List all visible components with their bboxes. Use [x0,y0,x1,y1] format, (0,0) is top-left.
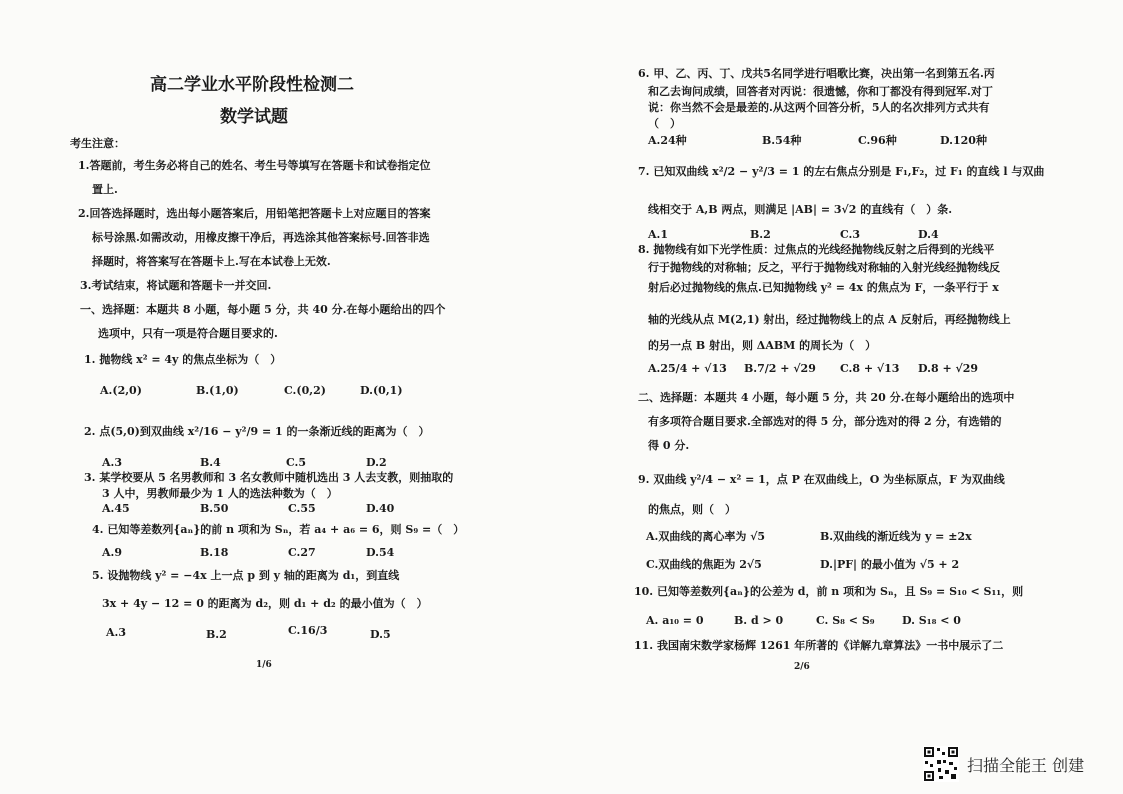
exam-subtitle: 数学试题 [220,107,288,127]
q6-option-d: D.120种 [940,134,987,147]
q7-option-d: D.4 [918,228,939,241]
q9-option-a: A.双曲线的离心率为 √5 [646,530,766,543]
section-2-heading: 二、选择题：本题共 4 小题，每小题 5 分，共 20 分.在每小题给出的选项中 [638,391,1015,404]
q7-option-a: A.1 [648,228,669,241]
q3-option-c: C.55 [288,502,316,515]
question-7-line: 线相交于 A,B 两点，则满足 |AB| = 3√2 的直线有（ ）条. [648,203,953,216]
q4-option-c: C.27 [288,546,316,559]
q3-option-b: B.50 [200,502,229,515]
section-2-heading: 得 0 分. [648,439,690,452]
section-1-heading: 选项中，只有一项是符合题目要求的. [98,327,278,340]
notice-line: 标号涂黑.如需改动，用橡皮擦干净后，再选涂其他答案标号.回答非选 [92,231,430,244]
q2-option-d: D.2 [366,456,387,469]
notice-line: 3.考试结束，将试题和答题卡一并交回. [80,279,272,292]
section-1-heading: 一、选择题：本题共 8 小题，每小题 5 分，共 40 分.在每小题给出的四个 [80,303,446,316]
q2-option-a: A.3 [102,456,123,469]
q8-option-c: C.8 + √13 [840,362,900,375]
question-9-line: 9. 双曲线 y²/4 − x² = 1，点 P 在双曲线上，O 为坐标原点，F 为双曲线 [638,473,1005,486]
question-4: 4. 已知等差数列{aₙ}的前 n 项和为 Sₙ，若 a₄ + a₆ = 6，则 S₉ =（ ） [92,523,465,536]
q8-option-b: B.7/2 + √29 [744,362,816,375]
q1-option-a: A.(2,0) [100,384,142,397]
q4-option-a: A.9 [102,546,123,559]
q1-option-d: D.(0,1) [360,384,403,397]
notice-heading: 考生注意： [70,137,125,150]
q6-option-a: A.24种 [648,134,687,147]
q3-option-a: A.45 [102,502,130,515]
scanner-watermark: 扫描全能王 创建 [967,756,1085,775]
q10-option-d: D. S₁₈ < 0 [902,614,961,627]
q5-option-a: A.3 [106,626,127,639]
q6-option-c: C.96种 [858,134,897,147]
question-8-line: 8. 抛物线有如下光学性质：过焦点的光线经抛物线反射之后得到的光线平 [638,243,995,256]
page-number: 1/6 [256,660,272,670]
q2-option-c: C.5 [286,456,307,469]
q7-option-c: C.3 [840,228,861,241]
question-9-line: 的焦点，则（ ） [648,503,736,516]
q4-option-b: B.18 [200,546,229,559]
q1-option-c: C.(0,2) [284,384,326,397]
notice-line: 置上. [92,183,118,196]
question-3-line: 3. 某学校要从 5 名男教师和 3 名女教师中随机选出 3 人去支教，则抽取的 [84,471,454,484]
question-8-line: 轴的光线从点 M(2,1) 射出，经过抛物线上的点 A 反射后，再经抛物线上 [648,313,1011,326]
question-8-line: 的另一点 B 射出，则 ΔABM 的周长为（ ） [648,339,877,352]
section-2-heading: 有多项符合题目要求.全部选对的得 5 分，部分选对的得 2 分，有选错的 [648,415,1002,428]
q1-option-b: B.(1,0) [196,384,239,397]
question-6-line: 和乙去询问成绩，回答者对丙说：很遗憾，你和丁都没有得到冠军.对丁 [648,85,993,98]
question-3-line: 3 人中，男教师最少为 1 人的选法种数为（ ） [102,487,338,500]
q9-option-d: D.|PF| 的最小值为 √5 + 2 [820,558,960,571]
q4-option-d: D.54 [366,546,395,559]
q10-option-c: C. S₈ < S₉ [816,614,875,627]
question-6-line: 6. 甲、乙、丙、丁、戊共5名同学进行唱歌比赛，决出第一名到第五名.丙 [638,67,995,80]
q3-option-d: D.40 [366,502,395,515]
question-7-line: 7. 已知双曲线 x²/2 − y²/3 = 1 的左右焦点分别是 F₁,F₂，过 F₁ 的直线 l 与双曲 [638,165,1045,178]
notice-line: 择题时，将答案写在答题卡上.写在本试卷上无效. [92,255,331,268]
q6-option-b: B.54种 [762,134,802,147]
notice-line: 2.回答选择题时，选出每小题答案后，用铅笔把答题卡上对应题目的答案 [78,207,431,220]
question-2: 2. 点(5,0)到双曲线 x²/16 − y²/9 = 1 的一条渐近线的距离为（ ） [84,425,430,438]
question-5-line: 5. 设抛物线 y² = −4x 上一点 p 到 y 轴的距离为 d₁，到直线 [92,569,400,582]
q7-option-b: B.2 [750,228,771,241]
page-number: 2/6 [794,662,810,672]
page-1 [70,0,470,794]
q5-option-c: C.16/3 [288,624,328,637]
q9-option-b: B.双曲线的渐近线为 y = ±2x [820,530,972,543]
question-8-line: 行于抛物线的对称轴；反之，平行于抛物线对称轴的入射光线经抛物线反 [648,261,1000,274]
question-11: 11. 我国南宋数学家杨辉 1261 年所著的《详解九章算法》一书中展示了二 [634,639,1004,652]
qr-code-icon [923,746,959,782]
question-6-line: （ ） [648,117,681,130]
question-5-line: 3x + 4y − 12 = 0 的距离为 d₂，则 d₁ + d₂ 的最小值为（ ） [102,597,428,610]
notice-line: 1.答题前，考生务必将自己的姓名、考生号等填写在答题卡和试卷指定位 [78,159,431,172]
question-6-line: 说：你当然不会是最差的.从这两个回答分析，5人的名次排列方式共有 [648,101,990,114]
exam-title: 高二学业水平阶段性检测二 [150,75,354,95]
q9-option-c: C.双曲线的焦距为 2√5 [646,558,762,571]
q10-option-b: B. d > 0 [734,614,784,627]
q8-option-d: D.8 + √29 [918,362,979,375]
q10-option-a: A. a₁₀ = 0 [646,614,704,627]
q5-option-d: D.5 [370,628,391,641]
q5-option-b: B.2 [206,628,227,641]
q8-option-a: A.25/4 + √13 [648,362,727,375]
question-8-line: 射后必过抛物线的焦点.已知抛物线 y² = 4x 的焦点为 F，一条平行于 x [648,281,999,294]
q2-option-b: B.4 [200,456,221,469]
question-10: 10. 已知等差数列{aₙ}的公差为 d，前 n 项和为 Sₙ，且 S₉ = S₁₀ < S₁₁，则 [634,585,1024,598]
question-1: 1. 抛物线 x² = 4y 的焦点坐标为（ ） [84,353,282,366]
